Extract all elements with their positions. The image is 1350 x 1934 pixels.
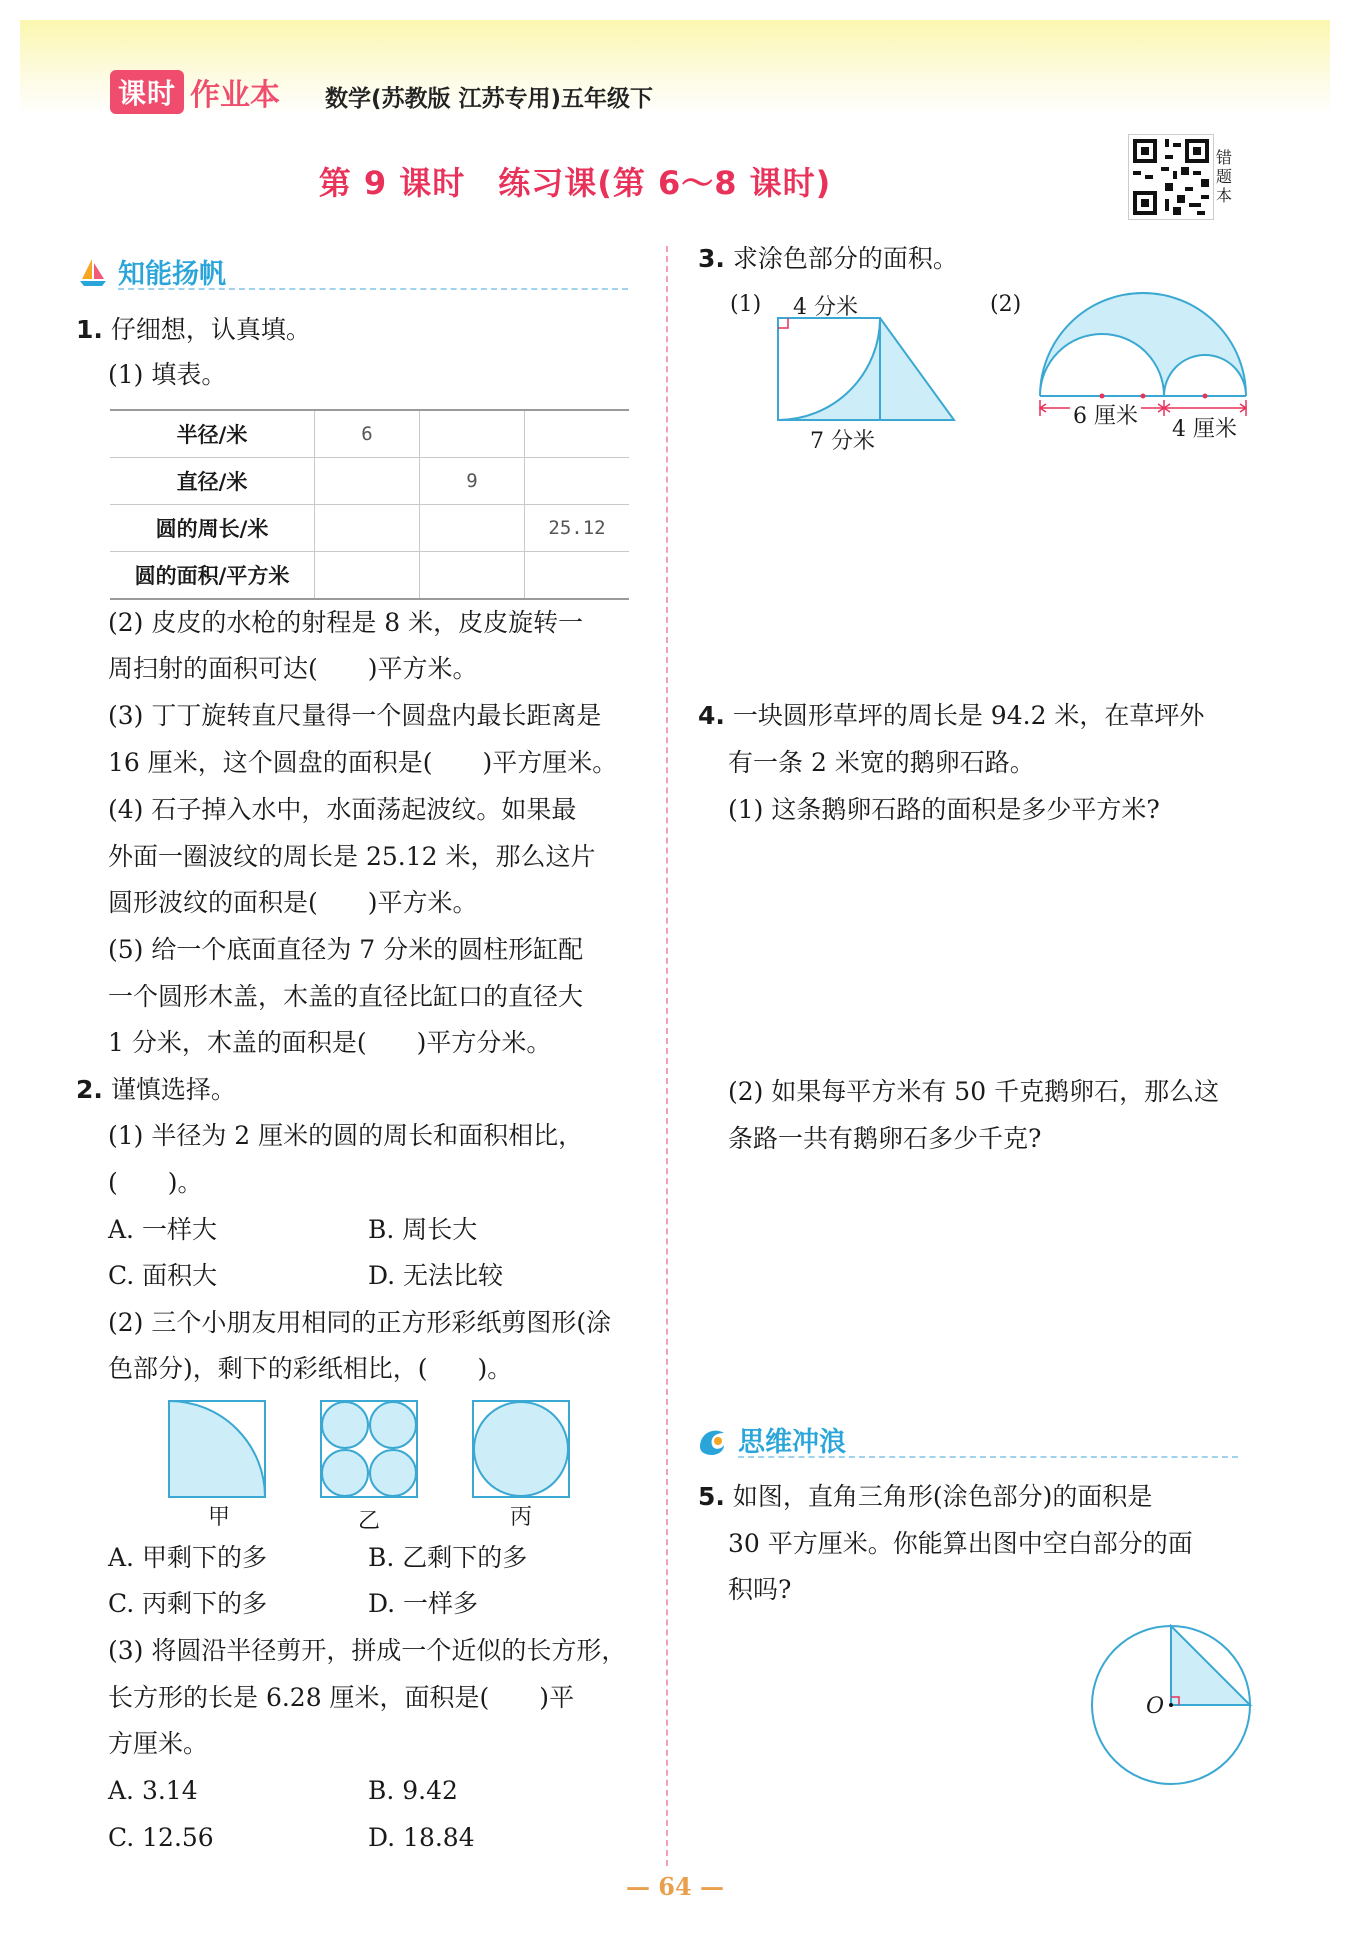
- qr-label: 错题本: [1216, 148, 1233, 205]
- series-logo: [110, 72, 280, 112]
- q3-text: 求涂色部分的面积。: [732, 244, 958, 273]
- option-d[interactable]: D. 18.84: [368, 1823, 475, 1852]
- figure-caption: 甲: [208, 1505, 231, 1530]
- q5-figure: [1088, 1622, 1254, 1788]
- q1-p4-line2: 外面一圈波纹的周长是 25.12 米，那么这片: [108, 842, 596, 871]
- qr-code-icon[interactable]: [1128, 134, 1214, 220]
- table-row: [110, 410, 629, 458]
- q1-p4-line1: (4) 石子掉入水中，水面荡起波纹。如果最: [108, 795, 577, 824]
- fig-tag: (1): [730, 292, 762, 317]
- figure-caption: 丙: [510, 1505, 533, 1530]
- section-underline: [118, 288, 628, 290]
- fig1-top-label: 4 分米: [793, 295, 858, 320]
- option-c[interactable]: C. 12.56: [108, 1823, 214, 1852]
- option-c[interactable]: C. 丙剩下的多: [108, 1589, 268, 1618]
- q4-title: [698, 693, 1204, 739]
- q1-p3-line1: (3) 丁丁旋转直尺量得一个圆盘内最长距离是: [108, 701, 602, 730]
- q5-line2: 30 平方厘米。你能算出图中空白部分的面: [728, 1529, 1193, 1558]
- q2-text: 谨慎选择。: [110, 1075, 236, 1104]
- fig2-left-label: 6 厘米: [1070, 399, 1141, 430]
- center-o-label: O: [1146, 1694, 1165, 1719]
- q2-p2-line2: 色部分)，剩下的彩纸相比，( )。: [108, 1354, 513, 1383]
- wave-icon: [696, 1423, 730, 1457]
- q2-p1-line1: (1) 半径为 2 厘米的圆的周长和面积相比，: [108, 1121, 584, 1150]
- q2-p2-line1: (2) 三个小朋友用相同的正方形彩纸剪图形(涂: [108, 1308, 612, 1337]
- option-c[interactable]: C. 面积大: [108, 1261, 218, 1290]
- figure-jia: [168, 1400, 266, 1498]
- table-cell[interactable]: [315, 458, 420, 505]
- q4-p1: (1) 这条鹅卵石路的面积是多少平方米?: [728, 795, 1160, 824]
- table-cell[interactable]: [525, 552, 630, 600]
- table-row: [110, 458, 629, 505]
- q4-p2-line1: (2) 如果每平方米有 50 千克鹅卵石，那么这: [728, 1077, 1220, 1106]
- option-b[interactable]: B. 9.42: [368, 1776, 458, 1805]
- section-header-zhineng: [76, 252, 226, 291]
- q1-p5-line3: 1 分米，木盖的面积是( )平方分米。: [108, 1028, 552, 1057]
- q2-p1-line2: ( )。: [108, 1168, 203, 1197]
- section-underline: [738, 1456, 1238, 1458]
- fig2-right-label: 4 厘米: [1170, 412, 1239, 443]
- table-cell[interactable]: 9: [420, 458, 525, 505]
- option-a[interactable]: A. 甲剩下的多: [108, 1543, 267, 1572]
- table-cell[interactable]: [420, 552, 525, 600]
- row-header: 圆的周长/米: [110, 505, 315, 552]
- figure-bing: [472, 1400, 570, 1498]
- page-number: — 64 —: [625, 1872, 725, 1901]
- table-cell[interactable]: 6: [315, 410, 420, 458]
- q4-number: 4.: [698, 701, 725, 730]
- table-cell[interactable]: [315, 552, 420, 600]
- row-header: 半径/米: [110, 410, 315, 458]
- book-subtitle: 数学(苏教版 江苏专用)五年级下: [325, 86, 654, 112]
- column-divider: [666, 246, 668, 1866]
- q4-line2: 有一条 2 米宽的鹅卵石路。: [728, 748, 1035, 777]
- q3-figure-2: [1036, 290, 1250, 430]
- figure-yi: [320, 1400, 418, 1498]
- row-header: 圆的面积/平方米: [110, 552, 315, 600]
- q3-title: [698, 236, 958, 282]
- q5-number: 5.: [698, 1482, 725, 1511]
- lesson-title: 第 9 课时 练习课(第 6～8 课时): [318, 164, 832, 202]
- q1-text: 仔细想，认真填。: [110, 315, 311, 344]
- q1-p5-line1: (5) 给一个底面直径为 7 分米的圆柱形缸配: [108, 935, 584, 964]
- table-cell[interactable]: [525, 458, 630, 505]
- q4-line1: 一块圆形草坪的周长是 94.2 米，在草坪外: [732, 701, 1205, 730]
- q1-p3-line2: 16 厘米，这个圆盘的面积是( )平方厘米。: [108, 748, 618, 777]
- q2-title: [76, 1067, 236, 1113]
- q1-p2-line2: 周扫射的面积可达( )平方米。: [108, 654, 478, 683]
- fill-table: [110, 409, 629, 600]
- table-cell[interactable]: [315, 505, 420, 552]
- fig-tag: (2): [990, 292, 1022, 317]
- figure-caption: 乙: [358, 1509, 381, 1534]
- q5-title: [698, 1474, 1152, 1520]
- option-a[interactable]: A. 一样大: [108, 1215, 217, 1244]
- option-d[interactable]: D. 无法比较: [368, 1261, 504, 1290]
- logo-zuoyeben: 作业本: [190, 78, 281, 113]
- table-cell[interactable]: [420, 410, 525, 458]
- row-header: 直径/米: [110, 458, 315, 505]
- q1-p1: (1) 填表。: [108, 360, 227, 389]
- q1-p5-line2: 一个圆形木盖，木盖的直径比缸口的直径大: [108, 982, 584, 1011]
- q1-title: [76, 307, 311, 353]
- table-cell[interactable]: [525, 410, 630, 458]
- option-d[interactable]: D. 一样多: [368, 1589, 479, 1618]
- q2-p3-line1: (3) 将圆沿半径剪开，拼成一个近似的长方形，: [108, 1636, 627, 1665]
- q3-figure-1: [776, 316, 956, 424]
- q2-p3-line3: 方厘米。: [108, 1729, 209, 1758]
- section-header-siwei: [696, 1420, 846, 1459]
- table-row: [110, 505, 629, 552]
- q5-line3: 积吗?: [728, 1575, 792, 1604]
- fig1-bottom-label: 7 分米: [810, 429, 875, 454]
- option-b[interactable]: B. 乙剩下的多: [368, 1543, 528, 1572]
- q3-number: 3.: [698, 244, 725, 273]
- section-title: 思维冲浪: [738, 1427, 846, 1458]
- q5-line1: 如图，直角三角形(涂色部分)的面积是: [732, 1482, 1153, 1511]
- q1-p4-line3: 圆形波纹的面积是( )平方米。: [108, 888, 478, 917]
- table-cell[interactable]: [420, 505, 525, 552]
- sailboat-icon: [76, 255, 110, 289]
- table-cell[interactable]: 25.12: [525, 505, 630, 552]
- q1-number: 1.: [76, 315, 103, 344]
- q2-p3-line2: 长方形的长是 6.28 厘米，面积是( )平: [108, 1683, 575, 1712]
- option-a[interactable]: A. 3.14: [108, 1776, 198, 1805]
- q1-p2-line1: (2) 皮皮的水枪的射程是 8 米，皮皮旋转一: [108, 608, 584, 637]
- table-row: [110, 552, 629, 600]
- option-b[interactable]: B. 周长大: [368, 1215, 478, 1244]
- logo-keshi: 课时: [110, 70, 184, 114]
- q2-number: 2.: [76, 1075, 103, 1104]
- q4-p2-line2: 条路一共有鹅卵石多少千克?: [728, 1124, 1042, 1153]
- section-title: 知能扬帆: [118, 259, 226, 290]
